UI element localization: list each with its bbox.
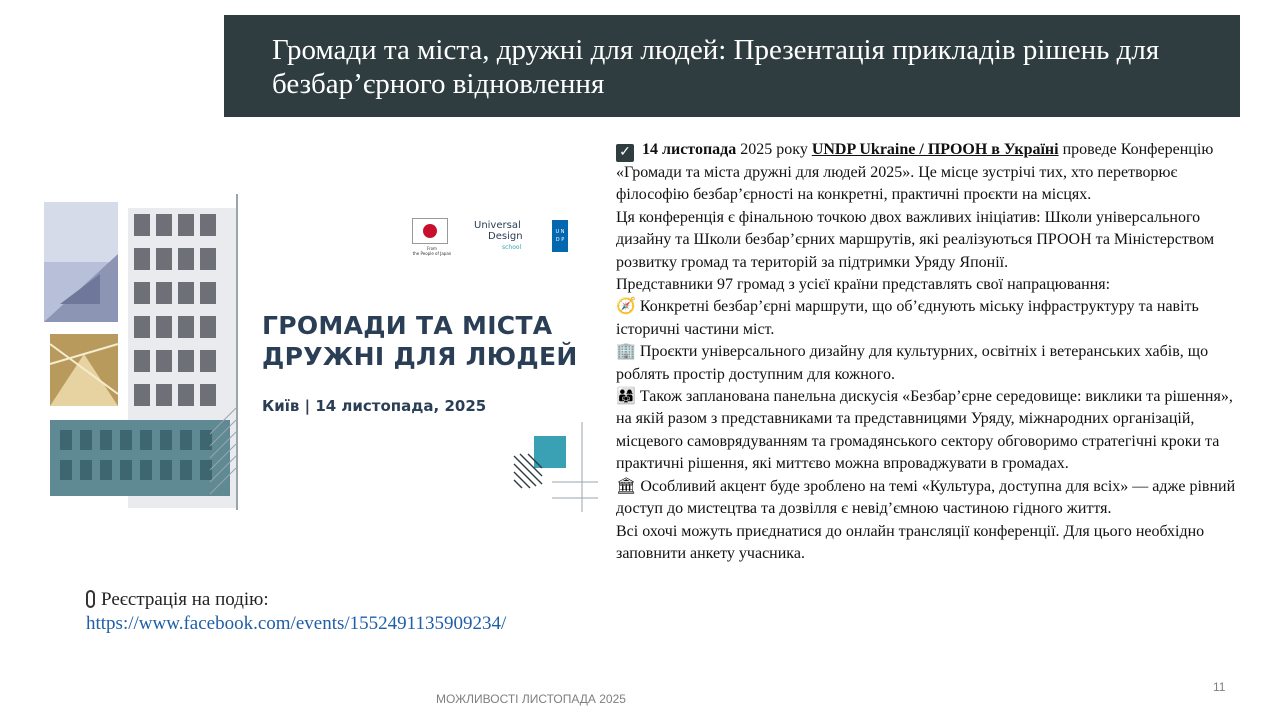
slide-title: Громади та міста, дружні для людей: Презентація прикладів рішень для безбар’єрного відновлення — [272, 34, 1160, 100]
banner-title — [262, 310, 578, 372]
paperclip-icon — [86, 590, 95, 608]
title-bar — [224, 15, 1240, 117]
japan-flag-logo — [412, 218, 448, 244]
bullet-routes: 🧭 Конкретні безбар’єрні маршрути, що об’єднують міську інфраструктуру та навіть історичні частини міст. — [616, 298, 1199, 338]
undp-line1: U N — [555, 229, 565, 235]
banner-divider — [236, 194, 238, 510]
bullet-culture: 🏛 Особливий акцент буде зроблено на темі «Культура, доступна для всіх» — адже рівний доступ до мистецтва та дозвілля є невід’ємною частиною гідного життя. — [616, 477, 1236, 518]
page-number: 11 — [1213, 680, 1226, 694]
uds-line2: Design — [488, 231, 523, 242]
registration-link[interactable]: https://www.facebook.com/events/1552491135909234/ — [86, 613, 507, 634]
event-banner — [40, 194, 600, 514]
intro-part-a: 2025 року — [736, 141, 812, 158]
undp-line2: D P — [555, 237, 565, 243]
bullet-panel-discussion: 👨‍👩‍👧 Також запланована панельна дискусія «Безбар’єрне середовище: виклики та рішення», на якій разом з представниками та представницями Уряду, міжнародних організацій, місцевого самоврядуванням та громадянського сектору обговоримо стратегічні кроки та практичні рішення, які миттєво можна впроваджувати в громадах. — [616, 388, 1233, 473]
undp-logo — [552, 220, 568, 252]
japan-caption-1: From — [427, 246, 437, 251]
japan-caption — [412, 246, 452, 256]
building-collage — [40, 194, 240, 514]
slide-footer: МОЖЛИВОСТІ ЛИСТОПАДА 2025 — [436, 692, 626, 706]
japan-flag-circle — [423, 224, 437, 238]
universal-design-school-logo — [474, 220, 523, 253]
event-date: 14 листопада — [642, 141, 737, 158]
undp-ukraine-link[interactable]: UNDP Ukraine / ПРООН в Україні — [811, 141, 1059, 158]
checkmark-icon: ✓ — [616, 144, 634, 162]
banner-title-line1: ГРОМАДИ ТА МІСТА — [262, 311, 553, 340]
uds-line1: Universal — [474, 220, 521, 231]
intro-part-b: проведе Конференцію «Громади та міста дружні для людей 2025». Це місце зустрічі тих, хто перетворює філософію безбар’єрності на конкретні, практичні проєкти на місцях. — [616, 141, 1214, 204]
event-description — [616, 139, 1242, 565]
initiatives-paragraph: Ця конференція є фінальною точкою двох важливих ініціатив: Школи універсального дизайну та Школи безбар’єрних маршрутів, які реалізуються ПРООН та Міністерством розвитку громад та територій за підтримки Уряду Японії. — [616, 208, 1215, 271]
registration-label: Реєстрація на подію: — [101, 589, 269, 610]
banner-title-line2: ДРУЖНІ ДЛЯ ЛЮДЕЙ — [262, 342, 578, 371]
registration-block — [86, 588, 506, 636]
banner-subtitle: Київ | 14 листопада, 2025 — [262, 397, 487, 415]
japan-caption-2: the People of Japan — [412, 251, 452, 256]
online-paragraph: Всі охочі можуть приєднатися до онлайн трансляції конференції. Для цього необхідно заповнити анкету учасника. — [616, 522, 1205, 562]
communities-paragraph: Представники 97 громад з усієї країни представлять свої напрацювання: — [616, 276, 1111, 294]
bullet-design-projects: 🏢 Проєкти універсального дизайну для культурних, освітніх і ветеранських хабів, що роблять простір доступним для кожного. — [616, 343, 1209, 383]
intro-paragraph — [616, 139, 1242, 207]
uds-line3: school — [502, 244, 522, 251]
decor-squares — [508, 422, 598, 512]
